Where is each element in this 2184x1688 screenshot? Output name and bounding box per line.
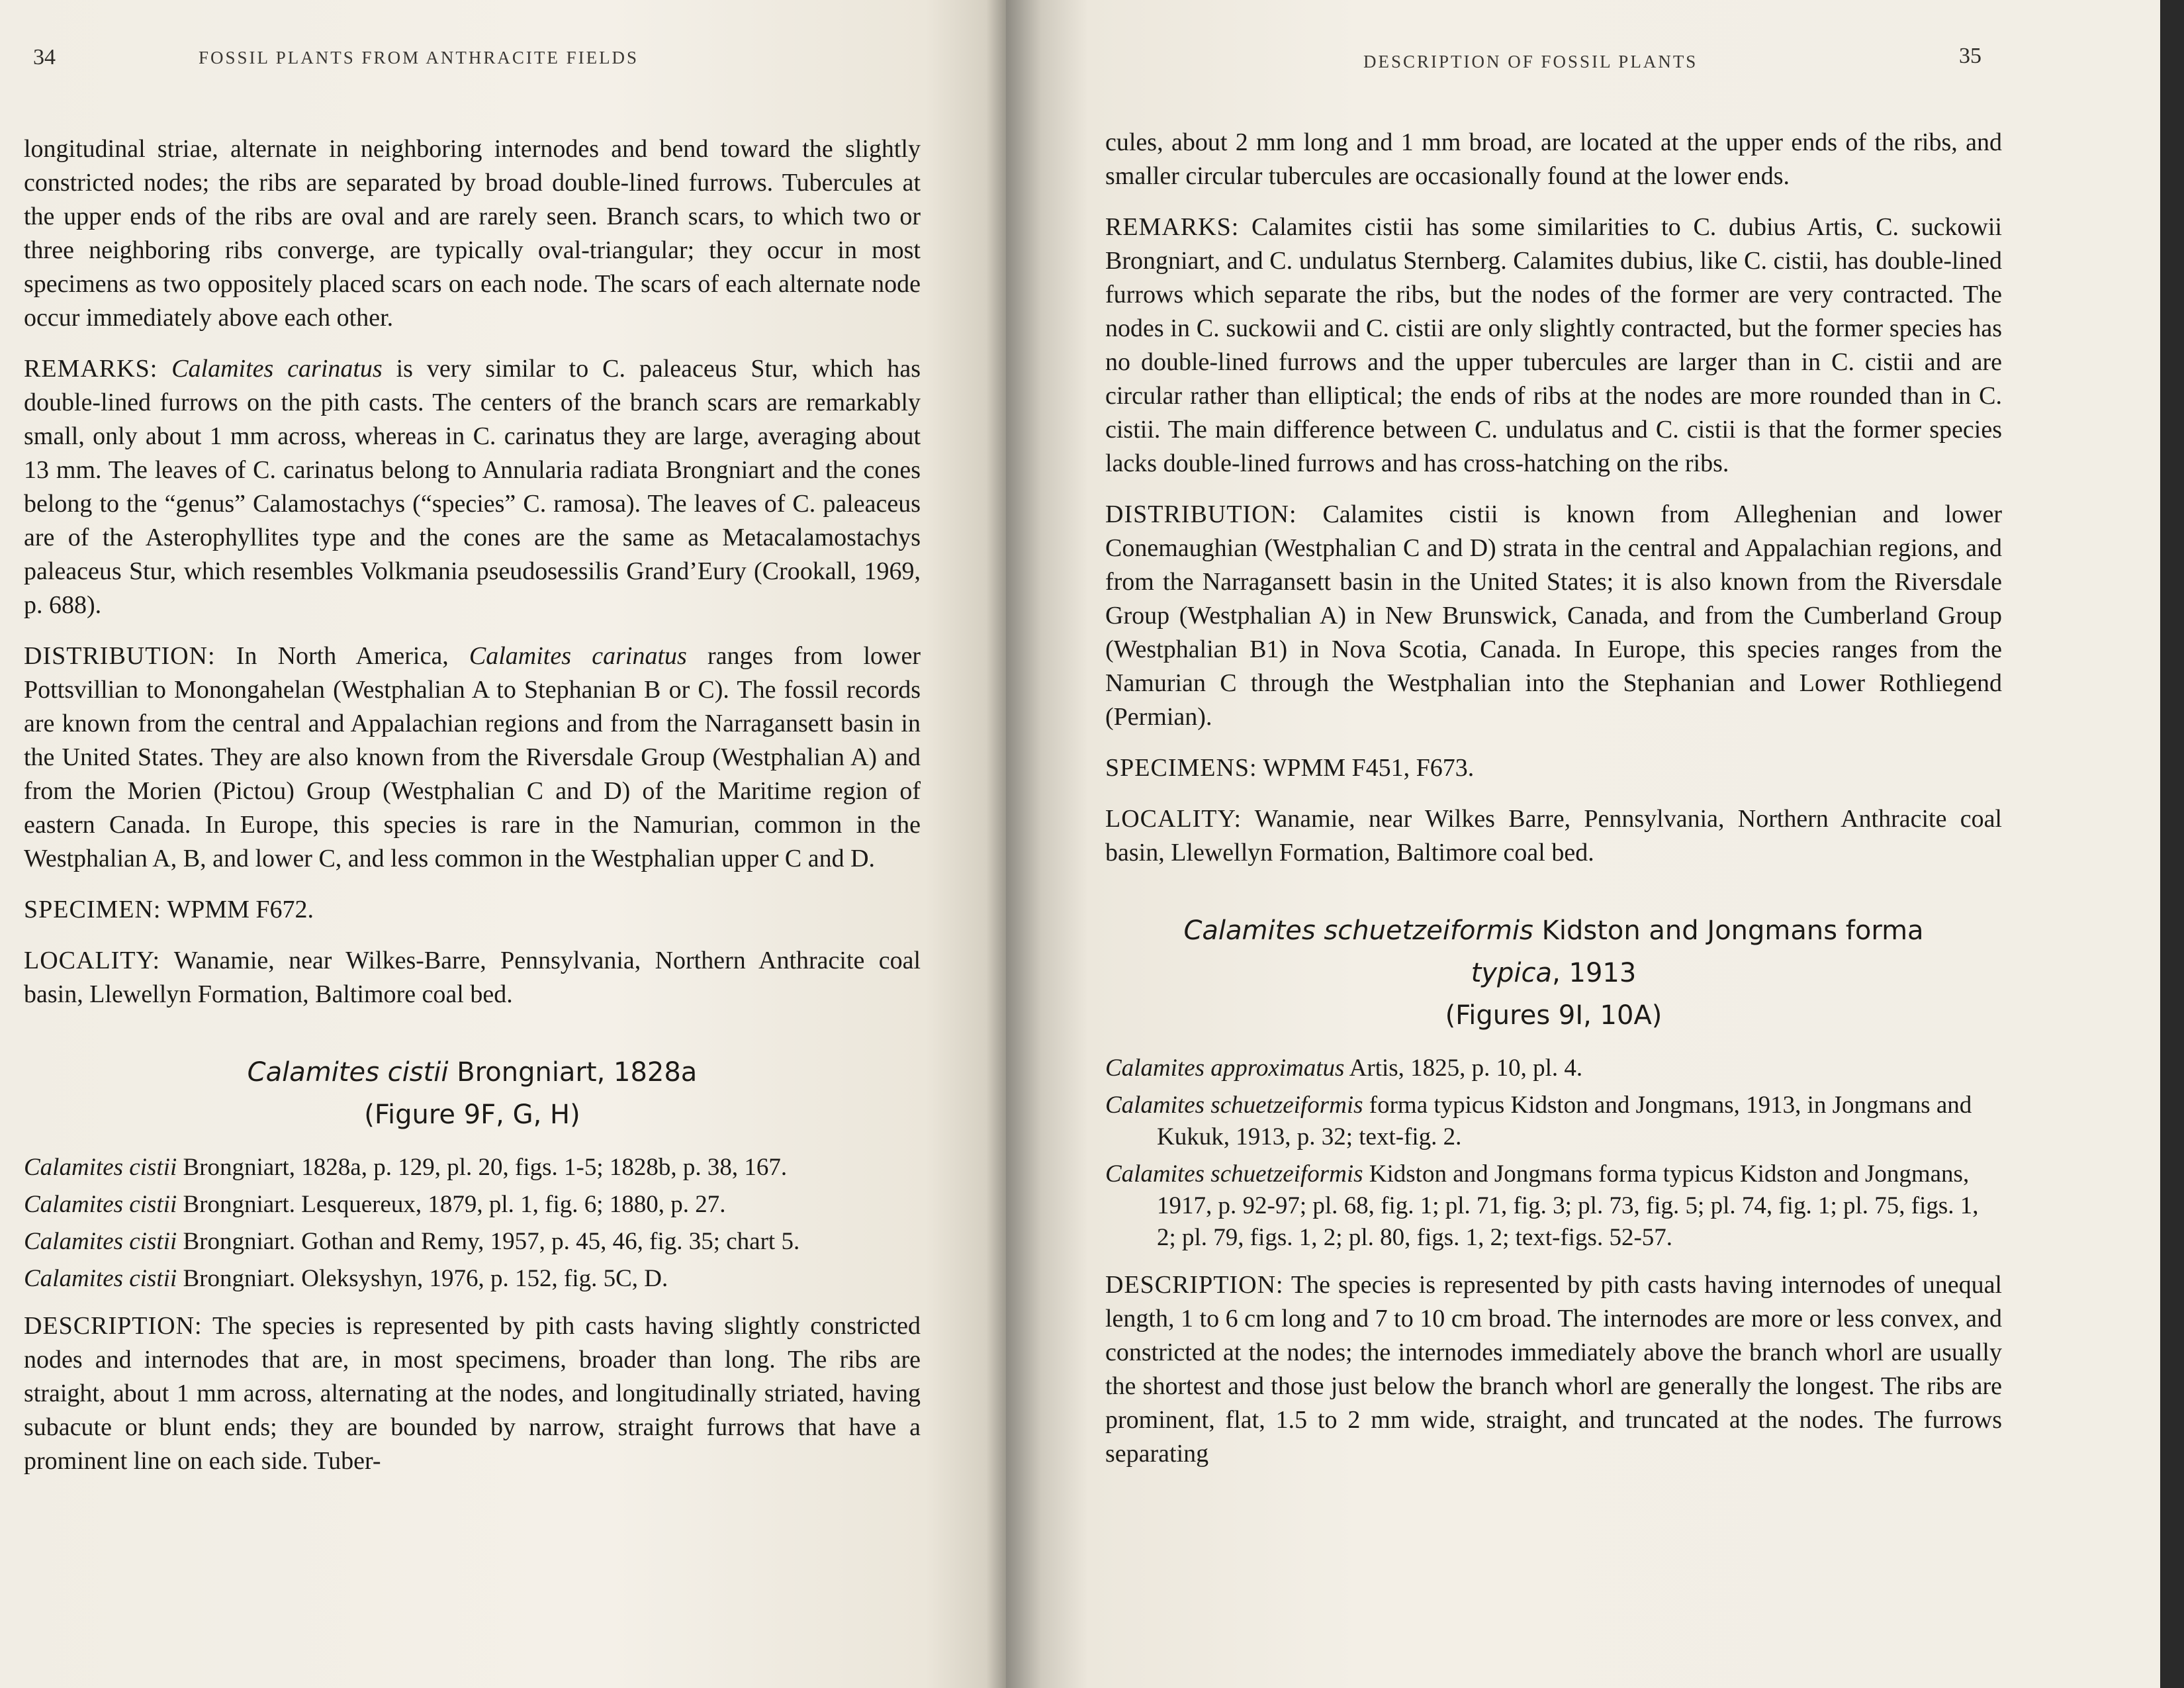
synonymy-entry [1105, 1090, 2002, 1153]
citation-text: Kidston and Jongmans forma typicus Kidston and Jongmans, 1917, p. 92-97; pl. 68, fig. 1; pl. 71, fig. 3; pl. 73, fig. 5; pl. 74, fig. 1; pl. 75, figs. 1, 2; pl. 79, figs. 1, 2; pl. 80, figs. 1, 2; text-figs. 52-57. [1157, 1160, 1979, 1251]
citation-text: forma typicus Kidston and Jongmans, 1913, in Jongmans and Kukuk, 1913, p. 32; text-fig. 2. [1157, 1092, 1972, 1150]
section-label: LOCALITY: [1105, 805, 1242, 833]
citation-text: Artis, 1825, p. 10, pl. 4. [1344, 1055, 1583, 1082]
taxon-name: Calamites carinatus [469, 642, 687, 670]
distribution-paragraph [1105, 498, 2002, 734]
citation-text: Brongniart, 1828a, p. 129, pl. 20, figs. 1-5; 1828b, p. 38, 167. [177, 1154, 788, 1181]
paragraph-text: WPMM F672. [161, 896, 314, 923]
taxon-name: Calamites cistii [24, 1191, 177, 1218]
section-label: LOCALITY: [24, 947, 161, 974]
taxon-name: Calamites carinatus [171, 355, 383, 383]
locality-paragraph [1105, 802, 2002, 870]
left-page [0, 0, 1006, 1688]
section-label: DESCRIPTION: [1105, 1271, 1284, 1299]
locality-paragraph [24, 944, 921, 1011]
heading-forma: typica [1471, 958, 1553, 988]
section-label: REMARKS: [1105, 213, 1240, 241]
paragraph-text: The species is represented by pith casts having slightly constricted nodes and internodes that are, in most specimens, broader than long. The ribs are straight, about 1 mm across, alternating at the nodes, and longitudinally striated, having subacute or blunt ends; they are bounded by narrow, straight furrows that have a prominent line on each side. Tuber- [24, 1312, 921, 1475]
paragraph: longitudinal striae, alternate in neighboring internodes and bend toward the slightly constricted nodes; the ribs are separated by broad double-lined furrows. Tubercules at the upper ends of the ribs are oval and are rarely seen. Branch scars, to which two or three neighboring ribs converge, are typically oval-triangular; they occur in most specimens as two oppositely placed scars on each node. The scars of each alternate node occur immediately above each other. [24, 135, 921, 332]
synonymy-entry [24, 1152, 921, 1184]
paragraph-text: Calamites cistii is known from Alleghenian and lower Conemaughian (Westphalian C and D) strata in the central and Appalachian regions, and from the Narragansett basin in the United States; it is also known from the Riversdale Group (Westphalian A) in New Brunswick, Canada, and from the Cumberland Group (Westphalian B1) in Nova Scotia, Canada. In Europe, this species ranges from the Namurian C through the Westphalian into the Stephanian and Lower Rothliegend (Permian). [1105, 500, 2002, 731]
specimen-paragraph [24, 893, 921, 927]
species-heading [1105, 910, 2002, 1037]
section-label: DISTRIBUTION: [1105, 500, 1297, 528]
page-number: 35 [1959, 44, 1981, 68]
citation-text: Brongniart. Lesquereux, 1879, pl. 1, fig. 6; 1880, p. 27. [177, 1191, 726, 1218]
running-head: FOSSIL PLANTS FROM ANTHRACITE FIELDS [199, 48, 639, 68]
synonymy-entry [24, 1226, 921, 1258]
paragraph: cules, about 2 mm long and 1 mm broad, are located at the upper ends of the ribs, and smaller circular tubercules are occasionally found at the lower ends. [1105, 128, 2002, 190]
heading-author: Kidston and Jongmans forma [1533, 915, 1924, 946]
paragraph-text: Wanamie, near Wilkes Barre, Pennsylvania, Northern Anthracite coal basin, Llewellyn Formation, Baltimore coal bed. [1105, 805, 2002, 867]
paragraph-text: ranges from lower Pottsvillian to Monongahelan (Westphalian A to Stephanian B or C). The fossil records are known from the central and Appalachian regions and from the Narragansett basin in the United States. They are also known from the Riversdale Group (Westphalian A) and from the Morien (Pictou) Group (Westphalian C and D) of the Maritime region of eastern Canada. In Europe, this species is rare in the Namurian, common in the Westphalian A, B, and lower C, and less common in the Westphalian upper C and D. [24, 642, 921, 872]
description-paragraph [1105, 1268, 2002, 1471]
heading-taxon: Calamites schuetzeiformis [1183, 915, 1533, 946]
taxon-name: Calamites cistii [24, 1154, 177, 1181]
taxon-name: Calamites cistii [24, 1265, 177, 1292]
page-number: 34 [33, 45, 56, 70]
heading-figure-ref: (Figure 9F, G, H) [364, 1100, 580, 1130]
description-paragraph [24, 1309, 921, 1478]
running-head: DESCRIPTION OF FOSSIL PLANTS [1363, 52, 1698, 71]
section-label: SPECIMEN: [24, 896, 161, 923]
text-column [1105, 126, 2002, 1488]
synonymy-entry [24, 1263, 921, 1295]
remarks-paragraph [24, 352, 921, 622]
heading-year: , 1913 [1552, 958, 1637, 988]
species-heading [24, 1051, 921, 1136]
paragraph-text: WPMM F451, F673. [1257, 754, 1475, 782]
section-label: DESCRIPTION: [24, 1312, 203, 1340]
paragraph-text: Wanamie, near Wilkes-Barre, Pennsylvania, Northern Anthracite coal basin, Llewellyn Formation, Baltimore coal bed. [24, 947, 921, 1008]
heading-taxon: Calamites cistii [247, 1057, 449, 1088]
citation-text: Brongniart. Oleksyshyn, 1976, p. 152, fig. 5C, D. [177, 1265, 668, 1292]
taxon-name: Calamites approximatus [1105, 1055, 1345, 1082]
paragraph-text: Calamites cistii has some similarities to C. dubius Artis, C. suckowii Brongniart, and C. undulatus Sternberg. Calamites dubius, like C. cistii, has double-lined furrows which separate the ribs, but the nodes of the former are very contracted. The nodes in C. suckowii and C. cistii are only slightly contracted, but the former species has no double-lined furrows and the upper tubercules are larger than in C. cistii and are circular rather than elliptical; the ends of ribs at the nodes are more rounded than in C. cistii. The main difference between C. undulatus and C. cistii is that the former species lacks double-lined furrows and has cross-hatching on the ribs. [1105, 213, 2002, 477]
remarks-paragraph [1105, 211, 2002, 481]
heading-author: Brongniart, 1828a [448, 1057, 698, 1088]
paragraph-text: is very similar to C. paleaceus Stur, which has double-lined furrows on the pith casts. The centers of the branch scars are remarkably small, only about 1 mm across, whereas in C. carinatus they are large, averaging about 13 mm. The leaves of C. carinatus belong to Annularia radiata Brongniart and the cones belong to the “genus” Calamostachys (“species” C. ramosa). The leaves of C. paleaceus are of the Asterophyllites type and the cones are the same as Metacalamostachys paleaceus Stur, which resembles Volkmania pseudosessilis Grand’Eury (Crookall, 1969, p. 688). [24, 355, 921, 619]
distribution-paragraph [24, 639, 921, 876]
section-label: SPECIMENS: [1105, 754, 1257, 782]
taxon-name: Calamites cistii [24, 1228, 177, 1255]
citation-text: Brongniart. Gothan and Remy, 1957, p. 45, 46, fig. 35; chart 5. [177, 1228, 800, 1255]
right-page [1006, 0, 2184, 1688]
specimens-paragraph [1105, 751, 2002, 785]
paragraph-text: The species is represented by pith casts having internodes of unequal length, 1 to 6 cm long and 7 to 10 cm broad. The internodes are more or less convex, and constricted at the nodes; the internodes immediately above the branch whorl are usually the shortest and those just below the branch whorl are generally the longest. The ribs are prominent, flat, 1.5 to 2 mm wide, straight, and truncated at the nodes. The furrows separating [1105, 1271, 2002, 1468]
synonymy-entry [1105, 1053, 2002, 1084]
paragraph-text: In North America, [215, 642, 469, 670]
taxon-name: Calamites schuetzeiformis [1105, 1160, 1363, 1188]
page-edge [2160, 0, 2184, 1688]
synonymy-entry [1105, 1158, 2002, 1254]
text-column [24, 132, 921, 1495]
section-label: REMARKS: [24, 355, 158, 383]
heading-figure-ref: (Figures 9I, 10A) [1445, 1000, 1662, 1031]
taxon-name: Calamites schuetzeiformis [1105, 1092, 1363, 1119]
section-label: DISTRIBUTION: [24, 642, 216, 670]
synonymy-entry [24, 1189, 921, 1221]
